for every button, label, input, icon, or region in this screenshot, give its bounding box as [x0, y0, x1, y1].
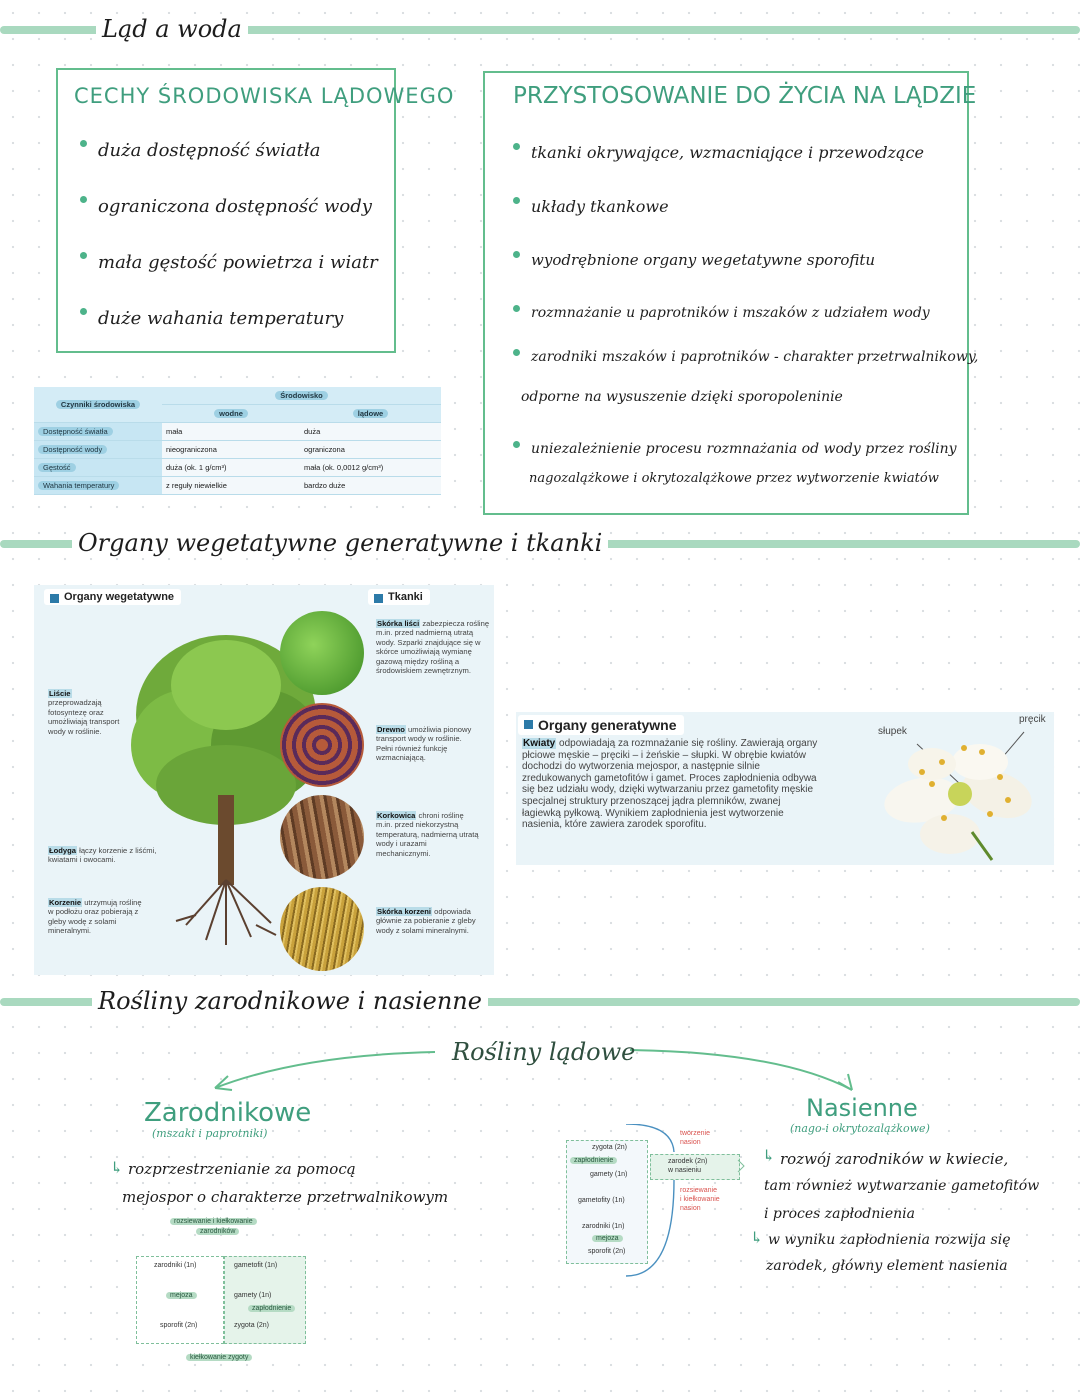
leaf-epidermis-description: Skórka liści zabezpiecza roślinę m.in. przed nadmierną utratą wody. Szparki znajdujące się w skórce umożliwiają wymianę gazową między rośliną a środowiskiem zewnętrznym.	[376, 619, 490, 676]
flower-illustration	[872, 722, 1042, 862]
cycle-loop-arrows	[562, 1124, 752, 1282]
cycle-spores: zarodniki (1n)	[154, 1262, 197, 1269]
seed-note-2: tam również wytwarzanie gametofitów	[764, 1178, 1040, 1194]
stamen-label: pręcik	[1019, 714, 1046, 725]
section-title-organs: Organy wegetatywne generatywne i tkanki	[72, 528, 608, 558]
spore-plants-subtitle: (mszaki i paprotniki)	[152, 1127, 268, 1140]
adaptation-list	[513, 143, 978, 375]
table-header: Czynniki środowiska	[34, 387, 162, 423]
table-header: wodne	[162, 405, 300, 423]
adaptation-continued-1: odporne na wysuszenie dzięki sporopoleninie	[521, 389, 843, 405]
spore-plants-title: Zarodnikowe	[144, 1098, 312, 1128]
cycle-seed-spread-3: nasion	[680, 1205, 701, 1212]
seed-note-3: i proces zapłodnienia	[764, 1206, 916, 1222]
seed-life-cycle-diagram	[562, 1124, 752, 1282]
cycle-label: rozsiewanie i kiełkowanie	[170, 1218, 257, 1225]
list-item: ograniczona dostępność wody	[80, 196, 378, 252]
land-features-title: CECHY ŚRODOWISKA LĄDOWEGO	[74, 84, 455, 108]
root-epidermis-image	[280, 887, 364, 971]
list-item: mała gęstość powietrza i wiatr	[80, 252, 378, 308]
spore-note-1: rozprzestrzenianie za pomocą	[128, 1160, 356, 1178]
seed-plants-subtitle: (nago-i okrytozalążkowe)	[790, 1122, 930, 1135]
cycle-embryo-2: w nasieniu	[668, 1167, 702, 1174]
leaves-description: Liście przeprowadzają fotosyntezę oraz umożliwiają transport wody w roślinie.	[48, 689, 120, 736]
table-header: lądowe	[300, 405, 441, 423]
cycle-box-left	[136, 1256, 224, 1344]
cork-tissue-image	[280, 795, 364, 879]
section-title-land-water: Ląd a woda	[96, 14, 248, 44]
table-row: Gęstość duża (ok. 1 g/cm³) mała (ok. 0,0012 g/cm³)	[34, 459, 441, 477]
table-row: Wahania temperatury z reguły niewielkie bardzo duże	[34, 477, 441, 495]
generative-description: Kwiaty odpowiadają za rozmnażanie się rośliny. Zawierają organy płciowe męskie – pręciki – i żeńskie – słupki. W obrębie kwiatów dochodzi do wytworzenia mejospor, a następnie silnie zredukowanych gametofitów i gamet. Proces zapłodnienia odbywa się bez udziału wody, dzięki wytwarzaniu przez gametofity męskie specjalnej struktury przenoszącej jądra plemników, zwanej łagiewką pyłkową. Wynikiem zapłodnienia jest wytworzenie nasienia, które zawiera zarodek sporofitu.	[522, 738, 818, 831]
seed-note-arrow-2: ↳	[750, 1228, 764, 1247]
cycle-zygote: zygota (2n)	[234, 1322, 270, 1329]
list-item: duża dostępność światła	[80, 140, 378, 196]
table-row: Dostępność wody nieograniczona ograniczona	[34, 441, 441, 459]
list-item: duże wahania temperatury	[80, 308, 378, 338]
land-features-box	[56, 68, 455, 353]
adaptation-list-2	[513, 441, 957, 467]
cycle-spores: zarodniki (1n)	[582, 1223, 625, 1230]
adaptation-title: PRZYSTOSOWANIE DO ŻYCIA NA LĄDZIE	[513, 83, 977, 109]
list-item: uniezależnienie procesu rozmnażania od wody przez rośliny	[513, 441, 957, 467]
cycle-sporophyte: sporofit (2n)	[160, 1322, 198, 1329]
cycle-label: zapłodnienie	[570, 1157, 617, 1164]
cycle-gametophytes: gametofity (1n)	[578, 1197, 625, 1204]
section-title-plants: Rośliny zarodnikowe i nasienne	[92, 986, 488, 1016]
list-item: wyodrębnione organy wegetatywne sporofitu	[513, 251, 978, 305]
adaptation-continued-2: nagozalążkowe i okrytozalążkowe przez wytworzenie kwiatów	[529, 471, 939, 486]
pistil-label: słupek	[878, 726, 907, 737]
vegetative-tag: Organy wegetatywne	[44, 589, 181, 605]
generative-organs-panel	[516, 712, 1054, 865]
land-plants-title: Rośliny lądowe	[452, 1038, 636, 1066]
cycle-gametes: gamety (1n)	[590, 1171, 628, 1178]
roots-description: Korzenie utrzymują roślinę w podłożu oraz pobierają z gleby wodę z solami mineralnymi.	[48, 898, 142, 936]
cycle-label: zarodników	[196, 1228, 239, 1235]
cycle-label: mejoza	[592, 1235, 623, 1242]
cycle-seed-spread: rozsiewanie	[680, 1187, 717, 1194]
cycle-label: kiełkowanie zygoty	[186, 1354, 252, 1361]
stem-description: Łodyga łączy korzenie z liśćmi, kwiatami i owocami.	[48, 846, 157, 865]
cycle-gametes: gamety (1n)	[234, 1292, 272, 1299]
environment-factors-table	[34, 387, 441, 495]
adaptation-box	[483, 71, 979, 515]
cycle-seed-form-2: nasion	[680, 1139, 701, 1146]
wood-description: Drewno umożliwia pionowy transport wody w roślinie. Pełni również funkcję wzmacniającą.	[376, 725, 472, 763]
cycle-zygote: zygota (2n)	[592, 1144, 628, 1151]
tissues-tag: Tkanki	[368, 589, 430, 605]
cycle-sporophyte: sporofit (2n)	[588, 1248, 626, 1255]
list-item: rozmnażanie u paprotników i mszaków z udziałem wody	[513, 305, 978, 349]
cycle-box-right	[224, 1256, 306, 1344]
root-epidermis-description: Skórka korzeni odpowiada głównie za pobieranie z gleby wody z solami mineralnymi.	[376, 907, 476, 935]
land-features-list	[80, 140, 378, 338]
wood-tissue-image	[280, 703, 364, 787]
spore-note-2: mejospor o charakterze przetrwalnikowym	[122, 1188, 449, 1206]
cycle-embryo: zarodek (2n)	[668, 1158, 708, 1165]
seed-note-4: w wyniku zapłodnienia rozwija się	[768, 1232, 1011, 1248]
cork-description: Korkowica chroni roślinę m.in. przed niekorzystną temperaturą, nadmierną utratą wody i urazami mechanicznymi.	[376, 811, 479, 858]
list-item: układy tkankowe	[513, 197, 978, 251]
leaf-epidermis-image	[280, 611, 364, 695]
cycle-seed-form: tworzenie	[680, 1130, 710, 1137]
spore-life-cycle-diagram	[130, 1218, 320, 1368]
table-header: Środowisko	[162, 387, 441, 405]
list-item: tkanki okrywające, wzmacniające i przewodzące	[513, 143, 978, 197]
cycle-gametophyte: gametofit (1n)	[234, 1262, 278, 1269]
table-row: Dostępność światła mała duża	[34, 423, 441, 441]
seed-plants-title: Nasienne	[806, 1094, 918, 1122]
seed-note-arrow-1: ↳	[762, 1146, 776, 1165]
cycle-label: mejoza	[166, 1292, 197, 1299]
cycle-label: zapłodnienie	[248, 1305, 295, 1312]
spore-note-arrow: ↳	[110, 1158, 124, 1177]
cycle-seed-spread-2: i kiełkowanie	[680, 1196, 720, 1203]
seed-note-5: zarodek, główny element nasienia	[766, 1258, 1008, 1274]
list-item: zarodniki mszaków i paprotników - charakter przetrwalnikowy,	[513, 349, 978, 375]
seed-note-1: rozwój zarodników w kwiecie,	[780, 1150, 1009, 1168]
generative-tag: Organy generatywne	[518, 715, 684, 735]
vegetative-organs-panel	[34, 585, 494, 975]
